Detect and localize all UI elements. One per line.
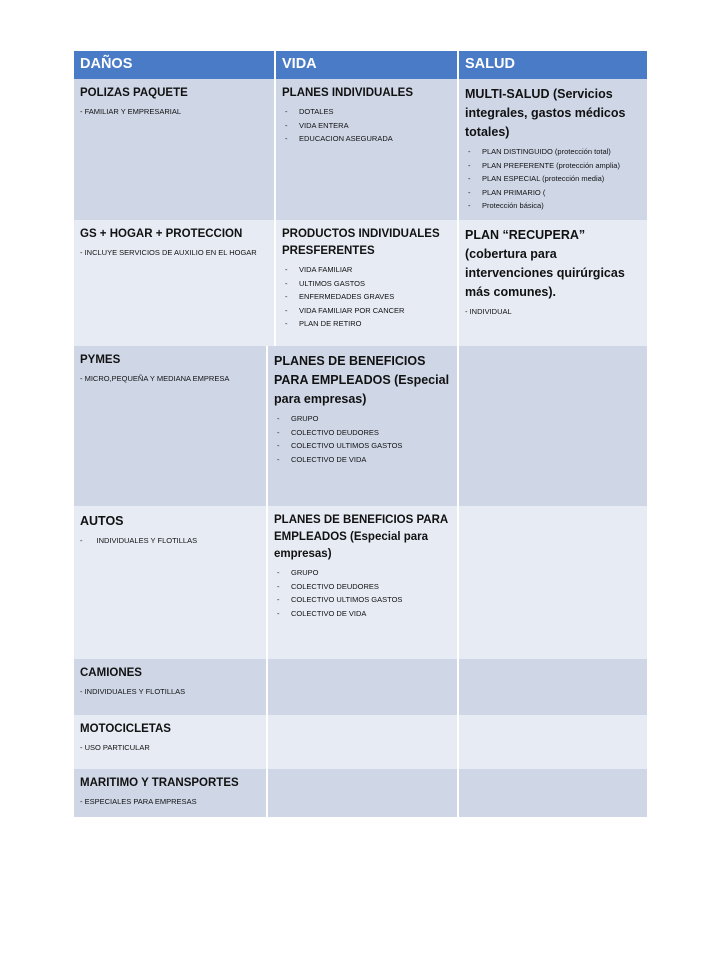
insurance-products-table xyxy=(74,51,647,817)
list-item: - GRUPO xyxy=(274,566,452,580)
cell-title: GS + HOGAR + PROTECCION xyxy=(80,228,243,240)
cell-vida-empty xyxy=(268,659,459,715)
cell-subtitle: - USO PARTICULAR xyxy=(80,743,150,752)
header-salud: SALUD xyxy=(459,51,647,79)
table-row xyxy=(74,79,647,220)
cell-vida-empty xyxy=(268,769,459,817)
cell-title: MOTOCICLETAS xyxy=(80,723,171,735)
item-list xyxy=(274,566,452,620)
cell-title: PLANES DE BENEFICIOS PARA EMPLEADOS (Especial para empresas) xyxy=(274,354,450,406)
cell-vida xyxy=(276,220,459,346)
list-item: - PLAN DE RETIRO xyxy=(282,317,452,331)
list-item: - COLECTIVO ULTIMOS GASTOS xyxy=(274,593,452,607)
cell-title: POLIZAS PAQUETE xyxy=(80,87,188,99)
table-row xyxy=(74,506,647,659)
cell-vida xyxy=(268,346,459,506)
cell-danos xyxy=(74,715,268,769)
item-list xyxy=(282,105,452,146)
cell-subtitle: - FAMILIAR Y EMPRESARIAL xyxy=(80,107,182,116)
cell-title: CAMIONES xyxy=(80,667,142,679)
cell-danos xyxy=(74,220,276,346)
cell-danos xyxy=(74,506,268,659)
cell-title: PLANES DE BENEFICIOS PARA EMPLEADOS (Especial para empresas) xyxy=(274,514,448,560)
cell-subtitle: - ESPECIALES PARA EMPRESAS xyxy=(80,797,197,806)
list-item: - GRUPO xyxy=(274,412,452,426)
list-item: - COLECTIVO DE VIDA xyxy=(274,453,452,467)
list-item: - EDUCACION ASEGURADA xyxy=(282,132,452,146)
item-list xyxy=(282,263,452,331)
cell-salud-empty xyxy=(459,659,647,715)
list-item: - COLECTIVO DEUDORES xyxy=(274,426,452,440)
list-item: - PLAN ESPECIAL (protección media) xyxy=(465,172,642,186)
cell-vida xyxy=(276,79,459,220)
list-item: - COLECTIVO DEUDORES xyxy=(274,580,452,594)
cell-subtitle: - INCLUYE SERVICIOS DE AUXILIO EN EL HOGAR xyxy=(80,248,257,257)
list-item: - PLAN DISTINGUIDO (protección total) xyxy=(465,145,642,159)
list-item: - PLAN PREFERENTE (protección amplia) xyxy=(465,159,642,173)
item-list xyxy=(274,412,452,466)
cell-subtitle: - MICRO,PEQUEÑA Y MEDIANA EMPRESA xyxy=(80,374,230,383)
list-item: - Protección básica) xyxy=(465,199,642,213)
cell-subtitle: - INDIVIDUAL xyxy=(465,307,512,316)
list-item: - DOTALES xyxy=(282,105,452,119)
list-item: - COLECTIVO DE VIDA xyxy=(274,607,452,621)
header-danos: DAÑOS xyxy=(74,51,276,79)
table-row xyxy=(74,659,647,715)
cell-vida-empty xyxy=(268,715,459,769)
cell-subtitle: - INDIVIDUALES Y FLOTILLAS xyxy=(80,687,186,696)
list-item: - VIDA FAMILIAR xyxy=(282,263,452,277)
cell-title: PRODUCTOS INDIVIDUALES PRESFERENTES xyxy=(282,228,440,257)
list-item: - ULTIMOS GASTOS xyxy=(282,277,452,291)
cell-title: PLANES INDIVIDUALES xyxy=(282,87,413,99)
cell-subtitle: - INDIVIDUALES Y FLOTILLAS xyxy=(80,534,261,547)
header-row xyxy=(74,51,647,79)
list-item: - COLECTIVO ULTIMOS GASTOS xyxy=(274,439,452,453)
list-item: - VIDA FAMILIAR POR CANCER xyxy=(282,304,452,318)
header-vida: VIDA xyxy=(276,51,459,79)
table-row xyxy=(74,769,647,817)
cell-title: PLAN “RECUPERA” (cobertura para intervenciones quirúrgicas más comunes). xyxy=(465,228,625,299)
list-item: - PLAN PRIMARIO ( xyxy=(465,186,642,200)
cell-vida xyxy=(268,506,459,659)
cell-danos xyxy=(74,346,268,506)
cell-title: PYMES xyxy=(80,354,121,366)
cell-title: AUTOS xyxy=(80,514,124,528)
table-row xyxy=(74,220,647,346)
table-row xyxy=(74,715,647,769)
table-row xyxy=(74,346,647,506)
list-item: - VIDA ENTERA xyxy=(282,119,452,133)
cell-salud-empty xyxy=(459,506,647,659)
cell-danos xyxy=(74,769,268,817)
cell-salud xyxy=(459,79,647,220)
cell-salud xyxy=(459,220,647,346)
cell-salud-empty xyxy=(459,769,647,817)
cell-title: MULTI-SALUD (Servicios integrales, gastos médicos totales) xyxy=(465,87,626,139)
list-item: - ENFERMEDADES GRAVES xyxy=(282,290,452,304)
item-list xyxy=(465,145,642,213)
cell-title: MARITIMO Y TRANSPORTES xyxy=(80,777,239,789)
cell-danos xyxy=(74,79,276,220)
cell-salud-empty xyxy=(459,715,647,769)
cell-salud-empty xyxy=(459,346,647,506)
cell-danos xyxy=(74,659,268,715)
